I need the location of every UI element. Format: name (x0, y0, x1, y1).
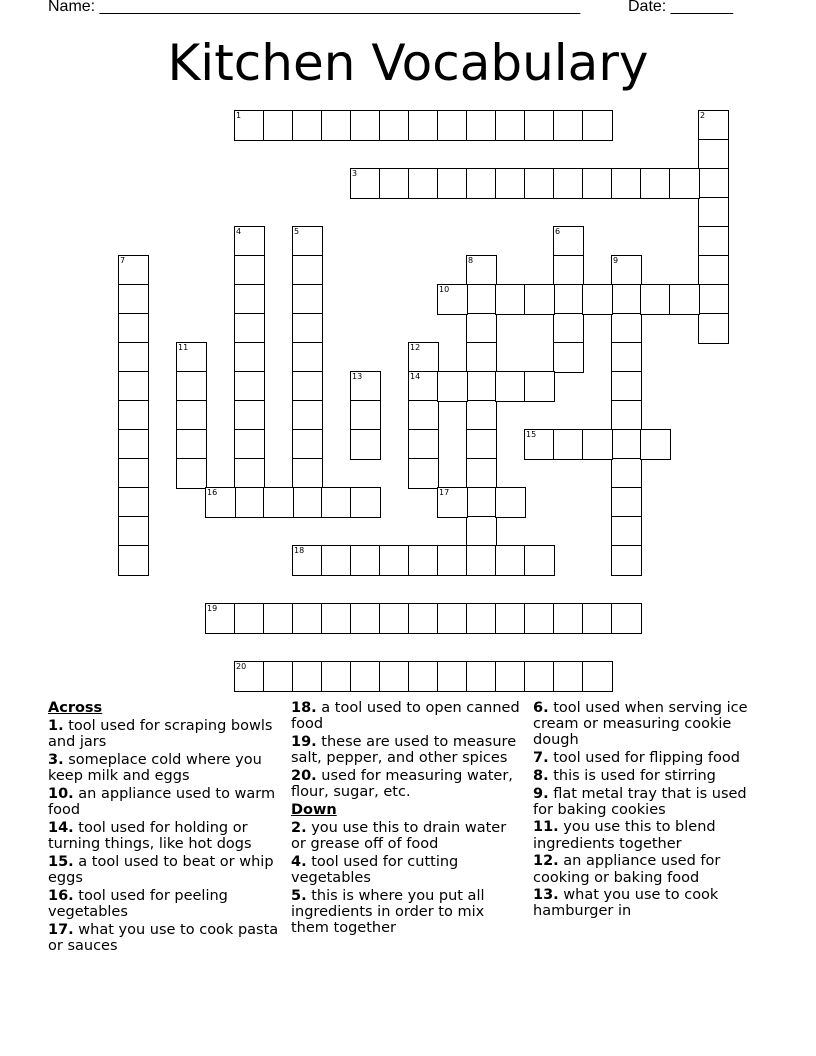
crossword-cell[interactable] (350, 371, 381, 402)
crossword-cell[interactable] (698, 313, 729, 344)
crossword-cell[interactable] (553, 313, 584, 344)
crossword-cell[interactable] (205, 603, 236, 634)
crossword-cell[interactable] (350, 603, 381, 634)
crossword-cell[interactable] (118, 313, 149, 344)
crossword-cell[interactable] (466, 110, 497, 141)
crossword-cell[interactable] (118, 371, 149, 402)
crossword-cell[interactable] (466, 255, 497, 286)
crossword-cell[interactable] (292, 545, 323, 576)
crossword-cell[interactable] (321, 487, 352, 518)
crossword-cell[interactable] (553, 284, 584, 315)
crossword-cell[interactable] (408, 661, 439, 692)
crossword-cell[interactable] (553, 255, 584, 286)
crossword-cell[interactable] (611, 400, 642, 431)
crossword-cell[interactable] (379, 603, 410, 634)
crossword-cell[interactable] (350, 487, 381, 518)
crossword-cell[interactable] (582, 429, 613, 460)
crossword-cell[interactable] (321, 661, 352, 692)
crossword-cell[interactable] (234, 255, 265, 286)
crossword-cell[interactable] (263, 110, 294, 141)
clue-number: 6 (555, 227, 561, 236)
crossword-cell[interactable] (466, 168, 497, 199)
crossword-cell[interactable] (176, 342, 207, 373)
clue-number: 20 (236, 662, 247, 671)
down-clue-13: 13. what you use to cook hamburger in (533, 887, 719, 920)
crossword-cell[interactable] (292, 313, 323, 344)
crossword-cell[interactable] (553, 226, 584, 257)
crossword-cell[interactable] (611, 429, 642, 460)
across-clue-19: 19. these are used to measure salt, pepper, and other spices (291, 733, 517, 767)
crossword-cell[interactable] (205, 487, 236, 518)
down-clue-4: 4. tool used for cutting vegetables (291, 853, 459, 887)
clue-number: 9 (613, 256, 619, 265)
clue-number: 15 (526, 430, 537, 439)
crossword-cell[interactable] (524, 429, 555, 460)
clue-number: 3 (352, 169, 358, 178)
crossword-cell[interactable] (234, 429, 265, 460)
across-clue-14: 14. tool used for holding or turning things, like hot dogs (48, 819, 252, 853)
crossword-cell[interactable] (234, 342, 265, 373)
crossword-cell[interactable] (698, 110, 729, 141)
crossword-cell[interactable] (582, 284, 613, 315)
crossword-cell[interactable] (234, 487, 265, 518)
down-clue-7: 7. tool used for flipping food (533, 750, 740, 767)
crossword-cell[interactable] (408, 371, 439, 402)
clue-number: 7 (120, 256, 126, 265)
crossword-cell[interactable] (495, 284, 526, 315)
crossword-cell[interactable] (118, 400, 149, 431)
crossword-cell[interactable] (292, 487, 323, 518)
crossword-cell[interactable] (292, 429, 323, 460)
crossword-cell[interactable] (611, 516, 642, 547)
clue-number: 19 (207, 604, 218, 613)
name-field-label[interactable]: Name: ______________________________________________________ (48, 0, 581, 15)
down-clue-12: 12. an appliance used for cooking or baking food (533, 853, 721, 886)
crossword-cell[interactable] (553, 342, 584, 373)
crossword-cell[interactable] (321, 110, 352, 141)
crossword-cell[interactable] (524, 284, 555, 315)
crossword-cell[interactable] (495, 371, 526, 402)
crossword-cell[interactable] (669, 284, 700, 315)
crossword-cell[interactable] (640, 429, 671, 460)
down-clue-2: 2. you use this to drain water or grease off of food (291, 819, 507, 853)
across-heading: Across (48, 700, 103, 716)
crossword-cell[interactable] (495, 545, 526, 576)
crossword-cell[interactable] (466, 313, 497, 344)
crossword-cell[interactable] (379, 168, 410, 199)
clue-number: 11 (178, 343, 189, 352)
crossword-cell[interactable] (350, 400, 381, 431)
crossword-cell[interactable] (176, 429, 207, 460)
down-clue-11: 11. you use this to blend ingredients together (533, 819, 716, 852)
crossword-cell[interactable] (350, 661, 381, 692)
crossword-cell[interactable] (118, 429, 149, 460)
puzzle-title: Kitchen Vocabulary (167, 34, 649, 92)
crossword-cell[interactable] (495, 487, 526, 518)
across-clue-18: 18. a tool used to open canned food (291, 700, 520, 733)
crossword-cell[interactable] (698, 255, 729, 286)
crossword-cell[interactable] (611, 458, 642, 489)
crossword-cell[interactable] (553, 603, 584, 634)
crossword-cell[interactable] (118, 487, 149, 518)
clue-number: 13 (352, 372, 363, 381)
across-clue-15: 15. a tool used to beat or whip eggs (48, 853, 274, 887)
crossword-cell[interactable] (292, 226, 323, 257)
crossword-cell[interactable] (234, 400, 265, 431)
crossword-cell[interactable] (698, 168, 729, 199)
crossword-cell[interactable] (234, 284, 265, 315)
clue-number: 10 (439, 285, 450, 294)
crossword-cell[interactable] (582, 661, 613, 692)
crossword-cell[interactable] (553, 661, 584, 692)
down-clue-5: 5. this is where you put all ingredients in order to mix them together (291, 887, 485, 937)
crossword-cell[interactable] (611, 603, 642, 634)
clue-number: 8 (468, 256, 474, 265)
crossword-cell[interactable] (118, 458, 149, 489)
crossword-cell[interactable] (466, 458, 497, 489)
crossword-cell[interactable] (611, 487, 642, 518)
crossword-cell[interactable] (408, 400, 439, 431)
crossword-cell[interactable] (437, 545, 468, 576)
crossword-cell[interactable] (582, 168, 613, 199)
crossword-cell[interactable] (437, 284, 468, 315)
crossword-cell[interactable] (611, 255, 642, 286)
across-clue-16: 16. tool used for peeling vegetables (48, 887, 228, 920)
crossword-cell[interactable] (292, 371, 323, 402)
crossword-cell[interactable] (466, 661, 497, 692)
down-heading: Down (291, 801, 337, 818)
crossword-cell[interactable] (176, 400, 207, 431)
clue-number: 5 (294, 227, 300, 236)
clue-number: 4 (236, 227, 242, 236)
crossword-cell[interactable] (408, 458, 439, 489)
crossword-cell[interactable] (263, 661, 294, 692)
crossword-cell[interactable] (234, 313, 265, 344)
crossword-cell[interactable] (698, 197, 729, 228)
crossword-cell[interactable] (292, 458, 323, 489)
clue-number: 17 (439, 488, 450, 497)
crossword-cell[interactable] (553, 429, 584, 460)
clue-number: 14 (410, 372, 421, 381)
crossword-cell[interactable] (611, 545, 642, 576)
crossword-cell[interactable] (495, 110, 526, 141)
crossword-cell[interactable] (611, 168, 642, 199)
clue-number: 2 (700, 111, 706, 120)
crossword-cell[interactable] (379, 545, 410, 576)
crossword-cell[interactable] (698, 226, 729, 257)
crossword-cell[interactable] (553, 168, 584, 199)
crossword-cell[interactable] (118, 284, 149, 315)
crossword-cell[interactable] (292, 255, 323, 286)
crossword-cell[interactable] (350, 429, 381, 460)
crossword-cell[interactable] (321, 545, 352, 576)
crossword-cell[interactable] (234, 458, 265, 489)
clue-number: 12 (410, 343, 421, 352)
down-clue-8: 8. this is used for stirring (533, 767, 716, 784)
crossword-cell[interactable] (611, 342, 642, 373)
crossword-cell[interactable] (524, 371, 555, 402)
crossword-cell[interactable] (669, 168, 700, 199)
crossword-cell[interactable] (350, 110, 381, 141)
crossword-cell[interactable] (524, 110, 555, 141)
crossword-cell[interactable] (118, 342, 149, 373)
crossword-cell[interactable] (466, 487, 497, 518)
crossword-cell[interactable] (640, 284, 671, 315)
down-clue-9: 9. flat metal tray that is used for baking cookies (533, 785, 747, 818)
crossword-cell[interactable] (408, 110, 439, 141)
crossword-cell[interactable] (524, 168, 555, 199)
crossword-cell[interactable] (495, 661, 526, 692)
clue-number: 1 (236, 111, 242, 120)
crossword-cell[interactable] (263, 603, 294, 634)
crossword-cell[interactable] (234, 371, 265, 402)
crossword-cell[interactable] (611, 371, 642, 402)
clues-column-2 (291, 700, 523, 938)
crossword-cell[interactable] (437, 487, 468, 518)
crossword-cell[interactable] (466, 603, 497, 634)
crossword-cell[interactable] (321, 603, 352, 634)
crossword-cell[interactable] (408, 603, 439, 634)
crossword-cell[interactable] (379, 661, 410, 692)
crossword-cell[interactable] (350, 545, 381, 576)
crossword-cell[interactable] (379, 110, 410, 141)
crossword-cell[interactable] (437, 110, 468, 141)
down-clue-6: 6. tool used when serving ice cream or measuring cookie dough (533, 700, 748, 749)
crossword-cell[interactable] (466, 516, 497, 547)
crossword-cell[interactable] (176, 371, 207, 402)
crossword-cell[interactable] (698, 284, 729, 315)
crossword-cell[interactable] (582, 603, 613, 634)
crossword-cell[interactable] (292, 400, 323, 431)
crossword-cell[interactable] (118, 516, 149, 547)
crossword-cell[interactable] (234, 603, 265, 634)
crossword-cell[interactable] (466, 342, 497, 373)
across-clue-17: 17. what you use to cook pasta or sauces (48, 921, 279, 954)
crossword-cell[interactable] (408, 545, 439, 576)
crossword-cell[interactable] (437, 661, 468, 692)
crossword-cell[interactable] (408, 429, 439, 460)
date-field-label[interactable]: Date: _______ (628, 0, 733, 15)
across-clue-1: 1. tool used for scraping bowls and jars (48, 718, 273, 751)
crossword-cell[interactable] (437, 168, 468, 199)
clues-column-3 (533, 700, 761, 921)
crossword-cell[interactable] (611, 284, 642, 315)
crossword-cell[interactable] (437, 371, 468, 402)
crossword-cell[interactable] (553, 110, 584, 141)
crossword-cell[interactable] (466, 545, 497, 576)
crossword-cell[interactable] (495, 168, 526, 199)
crossword-cell[interactable] (176, 458, 207, 489)
crossword-cell[interactable] (350, 168, 381, 199)
crossword-cell[interactable] (292, 110, 323, 141)
crossword-cell[interactable] (234, 661, 265, 692)
crossword-cell[interactable] (292, 284, 323, 315)
crossword-cell[interactable] (466, 371, 497, 402)
crossword-cell[interactable] (524, 603, 555, 634)
crossword-cell[interactable] (118, 255, 149, 286)
crossword-cell[interactable] (234, 110, 265, 141)
clues-column-1 (48, 700, 280, 956)
crossword-cell[interactable] (466, 400, 497, 431)
crossword-cell[interactable] (292, 661, 323, 692)
crossword-cell[interactable] (640, 168, 671, 199)
crossword-cell[interactable] (698, 139, 729, 170)
crossword-cell[interactable] (292, 342, 323, 373)
crossword-cell[interactable] (408, 168, 439, 199)
crossword-cell[interactable] (234, 226, 265, 257)
crossword-cell[interactable] (524, 545, 555, 576)
crossword-cell[interactable] (611, 313, 642, 344)
crossword-cell[interactable] (495, 603, 526, 634)
crossword-cell[interactable] (292, 603, 323, 634)
crossword-cell[interactable] (118, 545, 149, 576)
across-clue-3: 3. someplace cold where you keep milk and eggs (48, 752, 262, 785)
crossword-cell[interactable] (263, 487, 294, 518)
crossword-cell[interactable] (466, 284, 497, 315)
clue-number: 18 (294, 546, 305, 555)
crossword-cell[interactable] (524, 661, 555, 692)
crossword-cell[interactable] (466, 429, 497, 460)
crossword-cell[interactable] (582, 110, 613, 141)
across-clue-20: 20. used for measuring water, flour, sugar, etc. (291, 767, 513, 801)
crossword-cell[interactable] (408, 342, 439, 373)
clue-number: 16 (207, 488, 218, 497)
across-clue-10: 10. an appliance used to warm food (48, 786, 276, 819)
crossword-cell[interactable] (437, 603, 468, 634)
